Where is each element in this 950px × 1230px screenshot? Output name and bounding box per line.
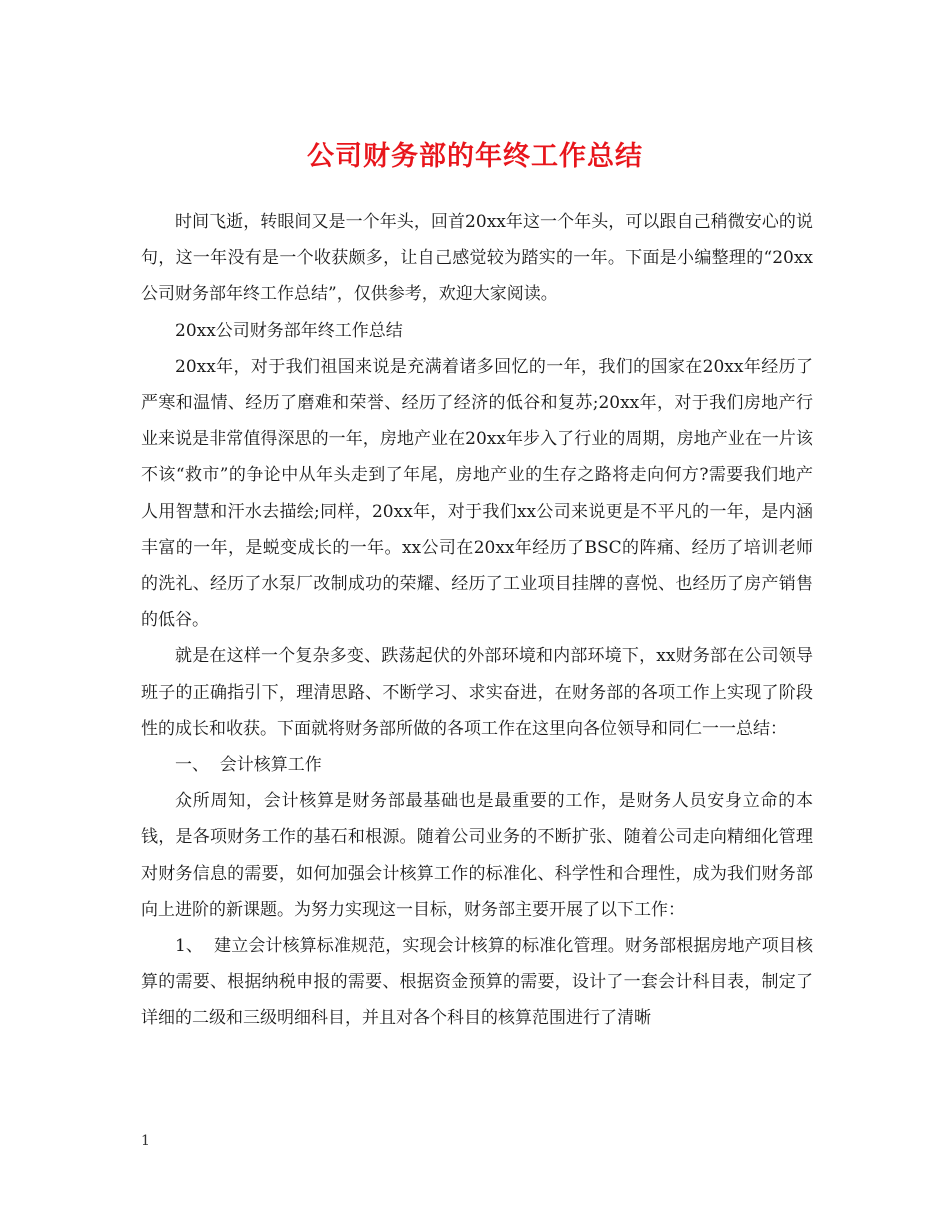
page-number: 1 bbox=[141, 1133, 150, 1149]
paragraph-item-1: 1、 建立会计核算标准规范，实现会计核算的标准化管理。财务部根据房地产项目核算的需要、根据纳税申报的需要、根据资金预算的需要，设计了一套会计科目表，制定了详细的二级和三级明细科目，并且对各个科目的核算范围进行了清晰 bbox=[141, 936, 813, 1029]
paragraph-year-review: 20xx年，对于我们祖国来说是充满着诸多回忆的一年，我们的国家在20xx年经历了严寒和温情、经历了磨难和荣誉、经历了经济的低谷和复苏;20xx年，对于我们房地产行业来说是非常值得深思的一年，房地产业在20xx年步入了行业的周期，房地产业在一片该不该“救市”的争论中从年头走到了年尾，房地产业的生存之路将走向何方?需要我们地产人用智慧和汗水去描绘;同样，20xx年，对于我们xx公司来说更是不平凡的一年，是内涵丰富的一年，是蜕变成长的一年。xx公司在20xx年经历了BSC的阵痛、经历了培训老师的洗礼、经历了水泵厂改制成功的荣耀、经历了工业项目挂牌的喜悦、也经历了房产销售的低谷。 bbox=[141, 356, 813, 631]
paragraph-intro: 时间飞逝，转眼间又是一个年头，回首20xx年这一个年头，可以跟自己稍微安心的说句，这一年没有是一个收获颇多，让自己感觉较为踏实的一年。下面是小编整理的“20xx公司财务部年终工作总结”，仅供参考，欢迎大家阅读。 bbox=[141, 212, 813, 305]
section-heading-accounting: 一、 会计核算工作 bbox=[175, 755, 322, 776]
document-body bbox=[141, 204, 813, 1037]
paragraph-environment: 就是在这样一个复杂多变、跌荡起伏的外部环境和内部环境下，xx财务部在公司领导班子的正确指引下，理清思路、不断学习、求实奋进，在财务部的各项工作上实现了阶段性的成长和收获。下面就将财务部所做的各项工作在这里向各位领导和同仁一一总结： bbox=[141, 646, 813, 739]
paragraph-subtitle: 20xx公司财务部年终工作总结 bbox=[175, 320, 403, 341]
document-title: 公司财务部的年终工作总结 bbox=[307, 141, 643, 172]
paragraph-accounting: 众所周知，会计核算是财务部最基础也是最重要的工作，是财务人员安身立命的本钱，是各项财务工作的基石和根源。随着公司业务的不断扩张、随着公司走向精细化管理对财务信息的需要，如何加强会计核算工作的标准化、科学性和合理性，成为我们财务部向上进阶的新课题。为努力实现这一目标，财务部主要开展了以下工作： bbox=[141, 791, 813, 920]
